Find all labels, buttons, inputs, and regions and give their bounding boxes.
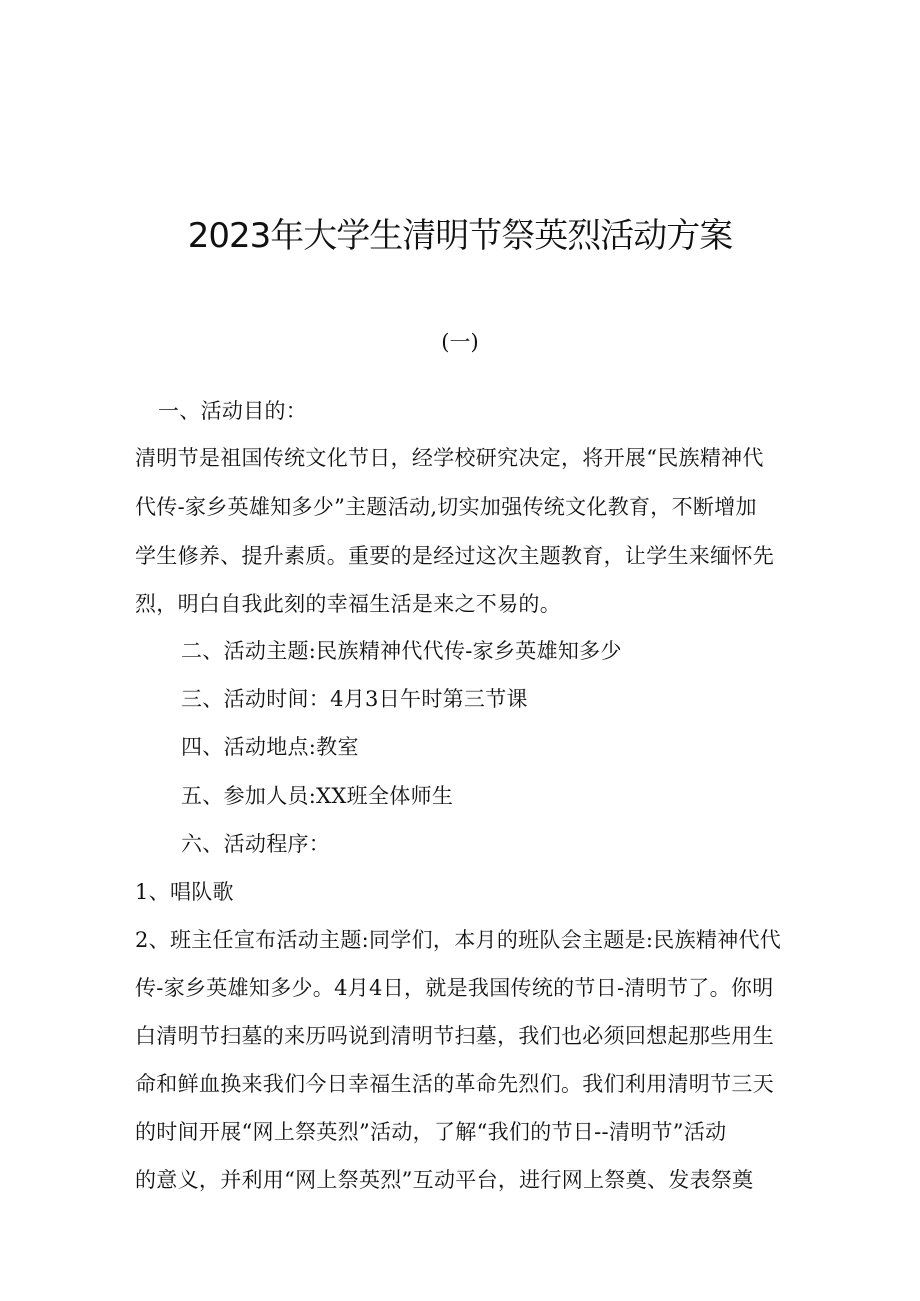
paragraph-line: 六、活动程序：: [181, 832, 331, 856]
section-number: (一): [441, 330, 479, 354]
paragraph-line: 学生修养、提升素质。重要的是经过这次主题教育，让学生来缅怀先: [135, 544, 774, 568]
paragraph-line: 白清明节扫墓的来历吗说到清明节扫墓，我们也必须回想起那些用生: [135, 1024, 774, 1048]
paragraph-line: 烈，明白自我此刻的幸福生活是来之不易的。: [135, 592, 561, 616]
paragraph-line: 三、活动时间：4月3日午时第三节课: [181, 687, 528, 711]
document-title: 2023年大学生清明节祭英烈活动方案: [187, 216, 733, 256]
paragraph-line: 的意义，并利用“网上祭英烈”互动平台，进行网上祭奠、发表祭奠: [135, 1168, 754, 1192]
paragraph-line: 五、参加人员:XX班全体师生: [181, 784, 454, 808]
paragraph-line: 的时间开展“网上祭英烈”活动，了解“我们的节日--清明节”活动: [135, 1120, 727, 1144]
paragraph-line: 四、活动地点:教室: [181, 735, 359, 759]
paragraph-line: 一、活动目的：: [158, 399, 308, 423]
paragraph-line: 1、唱队歌: [135, 880, 234, 904]
paragraph-line: 命和鲜血换来我们今日幸福生活的革命先烈们。我们利用清明节三天: [135, 1072, 774, 1096]
paragraph-line: 2、班主任宣布活动主题:同学们，本月的班队会主题是:民族精神代代: [135, 928, 782, 952]
paragraph-line: 二、活动主题:民族精神代代传-家乡英雄知多少: [181, 639, 622, 663]
paragraph-line: 传-家乡英雄知多少。4月4日，就是我国传统的节日-清明节了。你明: [135, 976, 774, 1000]
paragraph-line: 代传-家乡英雄知多少”主题活动,切实加强传统文化教育，不断增加: [135, 495, 757, 519]
paragraph-line: 清明节是祖国传统文化节日，经学校研究决定，将开展“民族精神代: [135, 446, 764, 470]
